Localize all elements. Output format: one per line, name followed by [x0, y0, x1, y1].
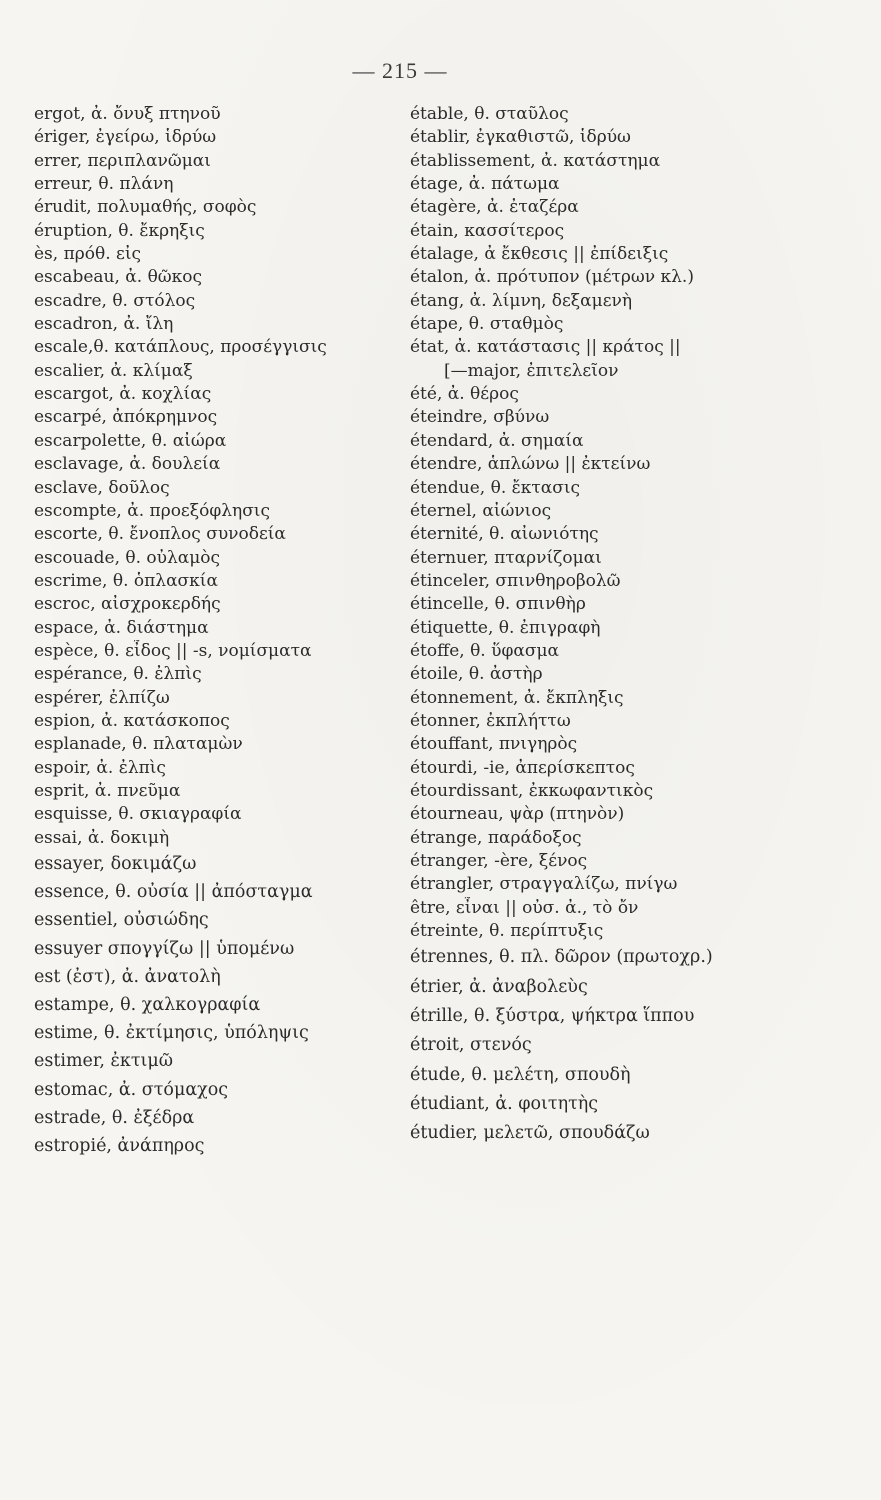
entry: étinceler, σπινθηροβολῶ — [410, 570, 621, 591]
entry: état, ἀ. κατάστασις || κράτος || — [410, 337, 681, 358]
entry: escargot, ἀ. κοχλίας — [34, 384, 212, 405]
entry: étang, ἀ. λίμνη, δεξαμενὴ — [410, 290, 633, 311]
entry: érudit, πολυμαθής, σοφὸς — [34, 197, 257, 218]
entry: estime, θ. ἐκτίμησις, ὑπόληψις — [34, 1023, 309, 1044]
entry: étudier, μελετῶ, σπουδάζω — [410, 1123, 650, 1144]
entry: escompte, ἀ. προεξόφλησις — [34, 500, 270, 521]
entry: escarpé, ἀπόκρημνος — [34, 407, 218, 428]
entry: essayer, δοκιμάζω — [34, 854, 197, 874]
entry: estomac, ἀ. στόμαχος — [34, 1079, 229, 1100]
entry: établir, ἐγκαθιστῶ, ἱδρύω — [410, 127, 631, 148]
entry: escouade, θ. οὐλαμὸς — [34, 547, 221, 568]
entry: esplanade, θ. πλαταμὼν — [34, 734, 243, 755]
right-column — [410, 103, 850, 1148]
entry: été, ἀ. θέρος — [410, 384, 519, 405]
entry: est (ἐστ), ἀ. ἀνατολὴ — [34, 966, 221, 987]
entry: étain, κασσίτερος — [410, 220, 565, 241]
entry: étrennes, θ. πλ. δῶρον (πρωτοχρ.) — [410, 947, 713, 968]
entry: étudiant, ἀ. φοιτητὴς — [410, 1093, 599, 1114]
entry: essence, θ. οὐσία || ἀπόσταγμα — [34, 882, 313, 903]
entry: escalier, ἀ. κλίμαξ — [34, 360, 193, 381]
entry: escale,θ. κατάπλους, προσέγγισις — [34, 337, 327, 358]
entry: esprit, ἀ. πνεῦμα — [34, 780, 181, 801]
entry: espérance, θ. ἐλπὶς — [34, 664, 202, 685]
entry: espion, ἀ. κατάσκοπος — [34, 710, 230, 731]
entry: étage, ἀ. πάτωμα — [410, 174, 560, 195]
entry: escorte, θ. ἔνοπλος συνοδεία — [34, 524, 286, 545]
entry: étalage, ἀ ἔκθεσις || ἐπίδειξις — [410, 244, 669, 265]
entry: escadron, ἀ. ἴλη — [34, 314, 174, 335]
entry: essentiel, οὐσιώδης — [34, 910, 209, 931]
entry: étrille, θ. ξύστρα, ψήκτρα ἵππου — [410, 1005, 695, 1026]
entry: éruption, θ. ἔκρηξις — [34, 220, 205, 241]
entry: errer, περιπλανῶμαι — [34, 150, 211, 171]
entry: étendard, ἀ. σημαία — [410, 430, 584, 451]
entry: étranger, -ère, ξένος — [410, 851, 588, 871]
entry: estrade, θ. ἐξέδρα — [34, 1107, 195, 1128]
entry: essai, ἀ. δοκιμὴ — [34, 827, 170, 848]
entry: éternel, αἰώνιος — [410, 500, 552, 521]
entry: étagère, ἀ. ἐταζέρα — [410, 197, 579, 218]
entry: étendre, ἁπλώνω || ἐκτείνω — [410, 454, 651, 475]
entry: étalon, ἀ. πρότυπον (μέτρων κλ.) — [410, 267, 694, 288]
entry: espèce, θ. εἶδος || -s, νομίσματα — [34, 640, 312, 661]
entry: étoffe, θ. ὕφασμα — [410, 640, 559, 661]
entry: étrange, παράδοξος — [410, 827, 582, 848]
entry: étonner, ἐκπλήττω — [410, 710, 571, 731]
entry: espérer, ἐλπίζω — [34, 687, 170, 708]
entry: escadre, θ. στόλος — [34, 290, 196, 311]
entry: éternuer, πταρνίζομαι — [410, 547, 602, 568]
entry: escrime, θ. ὁπλασκία — [34, 570, 218, 591]
entry: éternité, θ. αἰωνιότης — [410, 524, 599, 545]
entry: essuyer σπογγίζω || ὑπομένω — [34, 938, 295, 959]
entry: escarpolette, θ. αἰώρα — [34, 430, 227, 451]
entry: étourdi, -ie, ἀπερίσκεπτος — [410, 757, 635, 778]
entry: ergot, ἀ. ὄνυξ πτηνοῦ — [34, 104, 221, 124]
entry: étendue, θ. ἔκτασις — [410, 477, 581, 498]
entry: étape, θ. σταθμὸς — [410, 314, 564, 335]
entry: étonnement, ἀ. ἔκπληξις — [410, 687, 624, 708]
entry: escabeau, ἀ. θῶκος — [34, 267, 203, 288]
entry: espace, ἀ. διάστημα — [34, 617, 209, 638]
page-number: — 215 — — [352, 58, 448, 83]
entry: étrangler, στραγγαλίζω, πνίγω — [410, 874, 678, 895]
entry: établissement, ἀ. κατάστημα — [410, 150, 661, 171]
entry: esquisse, θ. σκιαγραφία — [34, 804, 242, 825]
entry: estropié, ἀνάπηρος — [34, 1135, 205, 1156]
entry: étoile, θ. ἀστὴρ — [410, 664, 543, 685]
entry: étable, θ. σταῦλος — [410, 104, 569, 124]
entry: étiquette, θ. ἐπιγραφὴ — [410, 617, 601, 638]
entry: ériger, ἐγείρω, ἱδρύω — [34, 127, 217, 148]
entry: ès, πρόθ. εἰς — [34, 244, 142, 265]
entry: étroit, στενός — [410, 1035, 532, 1056]
entry: étrier, ἀ. ἀναβολεὺς — [410, 976, 588, 997]
entry: esclavage, ἀ. δουλεία — [34, 454, 221, 475]
entry: escroc, αἰσχροκερδής — [34, 594, 221, 615]
entry: erreur, θ. πλάνη — [34, 174, 174, 195]
entry: étourneau, ψὰρ (πτηνὸν) — [410, 804, 625, 825]
entry: estimer, ἐκτιμῶ — [34, 1051, 174, 1072]
entry: être, εἶναι || οὐσ. ἀ., τὸ ὄν — [410, 897, 639, 918]
entry: étude, θ. μελέτη, σπουδὴ — [410, 1064, 631, 1085]
entry: [—major, ἐπιτελεῖον — [444, 360, 619, 381]
entry: étincelle, θ. σπινθὴρ — [410, 594, 586, 615]
entry: espoir, ἀ. ἐλπὶς — [34, 757, 166, 778]
entry: esclave, δοῦλος — [34, 477, 170, 498]
entry: estampe, θ. χαλκογραφία — [34, 994, 261, 1015]
entry: étouffant, πνιγηρὸς — [410, 734, 578, 755]
entry: éteindre, σβύνω — [410, 407, 550, 428]
entry: étreinte, θ. περίπτυξις — [410, 921, 604, 942]
left-column — [34, 103, 414, 1160]
entry: étourdissant, ἐκκωφαντικὸς — [410, 780, 654, 801]
